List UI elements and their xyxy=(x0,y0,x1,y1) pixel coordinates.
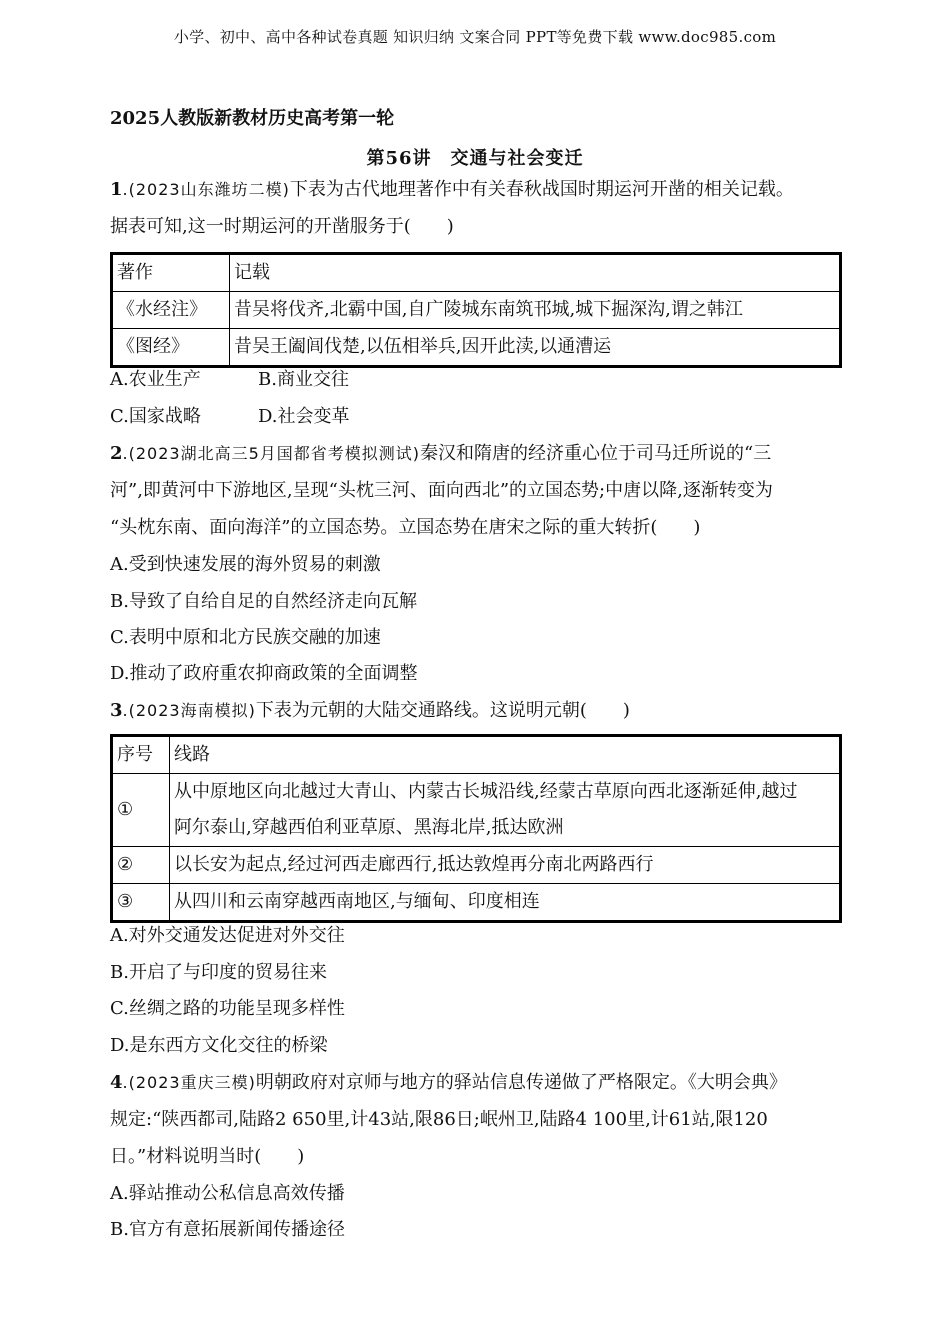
table-header-cell: 记载 xyxy=(230,254,841,292)
table-row xyxy=(112,774,841,847)
question-4-line-3: 日。”材料说明当时( ) xyxy=(110,1146,305,1167)
table-cell: 以长安为起点,经过河西走廊西行,抵达敦煌再分南北两路西行 xyxy=(170,847,841,884)
question-1-line-2: 据表可知,这一时期运河的开凿服务于( ) xyxy=(110,216,454,237)
question-1-line-1 xyxy=(110,178,794,202)
table-row xyxy=(112,847,841,884)
question-text: 下表为元朝的大陆交通路线。这说明元朝( ) xyxy=(255,700,630,721)
question-2-line-1 xyxy=(110,442,771,466)
option-a: A.驿站推动公私信息高效传播 xyxy=(110,1183,345,1204)
question-source: .(2023重庆三模) xyxy=(122,1073,256,1092)
question-3-table xyxy=(110,734,842,923)
table-header-row xyxy=(112,254,841,292)
option-c: C.表明中原和北方民族交融的加速 xyxy=(110,627,381,648)
question-1-options-row-1 xyxy=(110,368,349,392)
question-source: .(2023海南模拟) xyxy=(122,701,256,720)
option-d: D.社会变革 xyxy=(258,406,350,427)
question-text: 秦汉和隋唐的经济重心位于司马迁所说的“三 xyxy=(420,443,772,464)
table-row xyxy=(112,884,841,922)
lecture-title: 第56讲 交通与社会变迁 xyxy=(366,148,584,169)
option-a: A.受到快速发展的海外贸易的刺激 xyxy=(110,554,381,575)
question-4-line-1 xyxy=(110,1071,787,1095)
option-b: B.商业交往 xyxy=(258,369,349,390)
question-3-line-1 xyxy=(110,699,630,723)
table-cell: 《图经》 xyxy=(112,329,230,367)
question-number: 1 xyxy=(110,179,123,200)
table-header-cell: 著作 xyxy=(112,254,230,292)
table-cell: ① xyxy=(112,774,170,847)
option-d: D.推动了政府重农抑商政策的全面调整 xyxy=(110,663,418,684)
table-cell: ③ xyxy=(112,884,170,922)
option-c: C.国家战略 xyxy=(110,406,201,427)
question-source: .(2023湖北高三5月国都省考模拟测试) xyxy=(122,444,421,463)
question-2-line-3: “头枕东南、面向海洋”的立国态势。立国态势在唐宋之际的重大转折( ) xyxy=(110,517,701,538)
question-2-line-2: 河”,即黄河中下游地区,呈现“头枕三河、面向西北”的立国态势;中唐以降,逐渐转变为 xyxy=(110,480,773,501)
table-cell xyxy=(170,774,841,847)
page-header: 小学、初中、高中各种试卷真题 知识归纳 文案合同 PPT等免费下载 www.doc985.com xyxy=(173,28,777,46)
question-source: .(2023山东潍坊二模) xyxy=(122,180,290,199)
route-text-line: 阿尔泰山,穿越西伯利亚草原、黑海北岸,抵达欧洲 xyxy=(174,817,564,838)
option-c: C.丝绸之路的功能呈现多样性 xyxy=(110,998,345,1019)
option-a: A.对外交通发达促进对外交往 xyxy=(110,925,345,946)
question-1-table xyxy=(110,252,842,368)
table-cell: ② xyxy=(112,847,170,884)
table-cell: 昔吴将伐齐,北霸中国,自广陵城东南筑邗城,城下掘深沟,谓之韩江 xyxy=(230,292,841,329)
question-text: 明朝政府对京师与地方的驿站信息传递做了严格限定。《大明会典》 xyxy=(255,1072,787,1093)
option-b: B.导致了自给自足的自然经济走向瓦解 xyxy=(110,591,417,612)
table-header-cell: 线路 xyxy=(170,736,841,774)
table-row xyxy=(112,292,841,329)
table-cell: 从四川和云南穿越西南地区,与缅甸、印度相连 xyxy=(170,884,841,922)
question-number: 4 xyxy=(110,1072,123,1093)
question-number: 3 xyxy=(110,700,123,721)
route-text-line: 从中原地区向北越过大青山、内蒙古长城沿线,经蒙古草原向西北逐渐延伸,越过 xyxy=(174,781,798,802)
table-cell: 昔吴王阖闾伐楚,以伍相举兵,因开此渎,以通漕运 xyxy=(230,329,841,367)
question-4-line-2: 规定:“陕西都司,陆路2 650里,计43站,限86日;岷州卫,陆路4 100里,计61站,限120 xyxy=(110,1109,768,1130)
option-d: D.是东西方文化交往的桥梁 xyxy=(110,1035,328,1056)
option-b: B.官方有意拓展新闻传播途径 xyxy=(110,1219,345,1240)
table-cell: 《水经注》 xyxy=(112,292,230,329)
question-1-options-row-2 xyxy=(110,405,350,429)
table-header-row xyxy=(112,736,841,774)
option-a: A.农业生产 xyxy=(110,369,201,390)
document-title: 2025人教版新教材历史高考第一轮 xyxy=(110,108,395,129)
table-header-cell: 序号 xyxy=(112,736,170,774)
question-number: 2 xyxy=(110,443,123,464)
table-row xyxy=(112,329,841,367)
option-b: B.开启了与印度的贸易往来 xyxy=(110,962,327,983)
question-text: 下表为古代地理著作中有关春秋战国时期运河开凿的相关记载。 xyxy=(289,179,794,200)
